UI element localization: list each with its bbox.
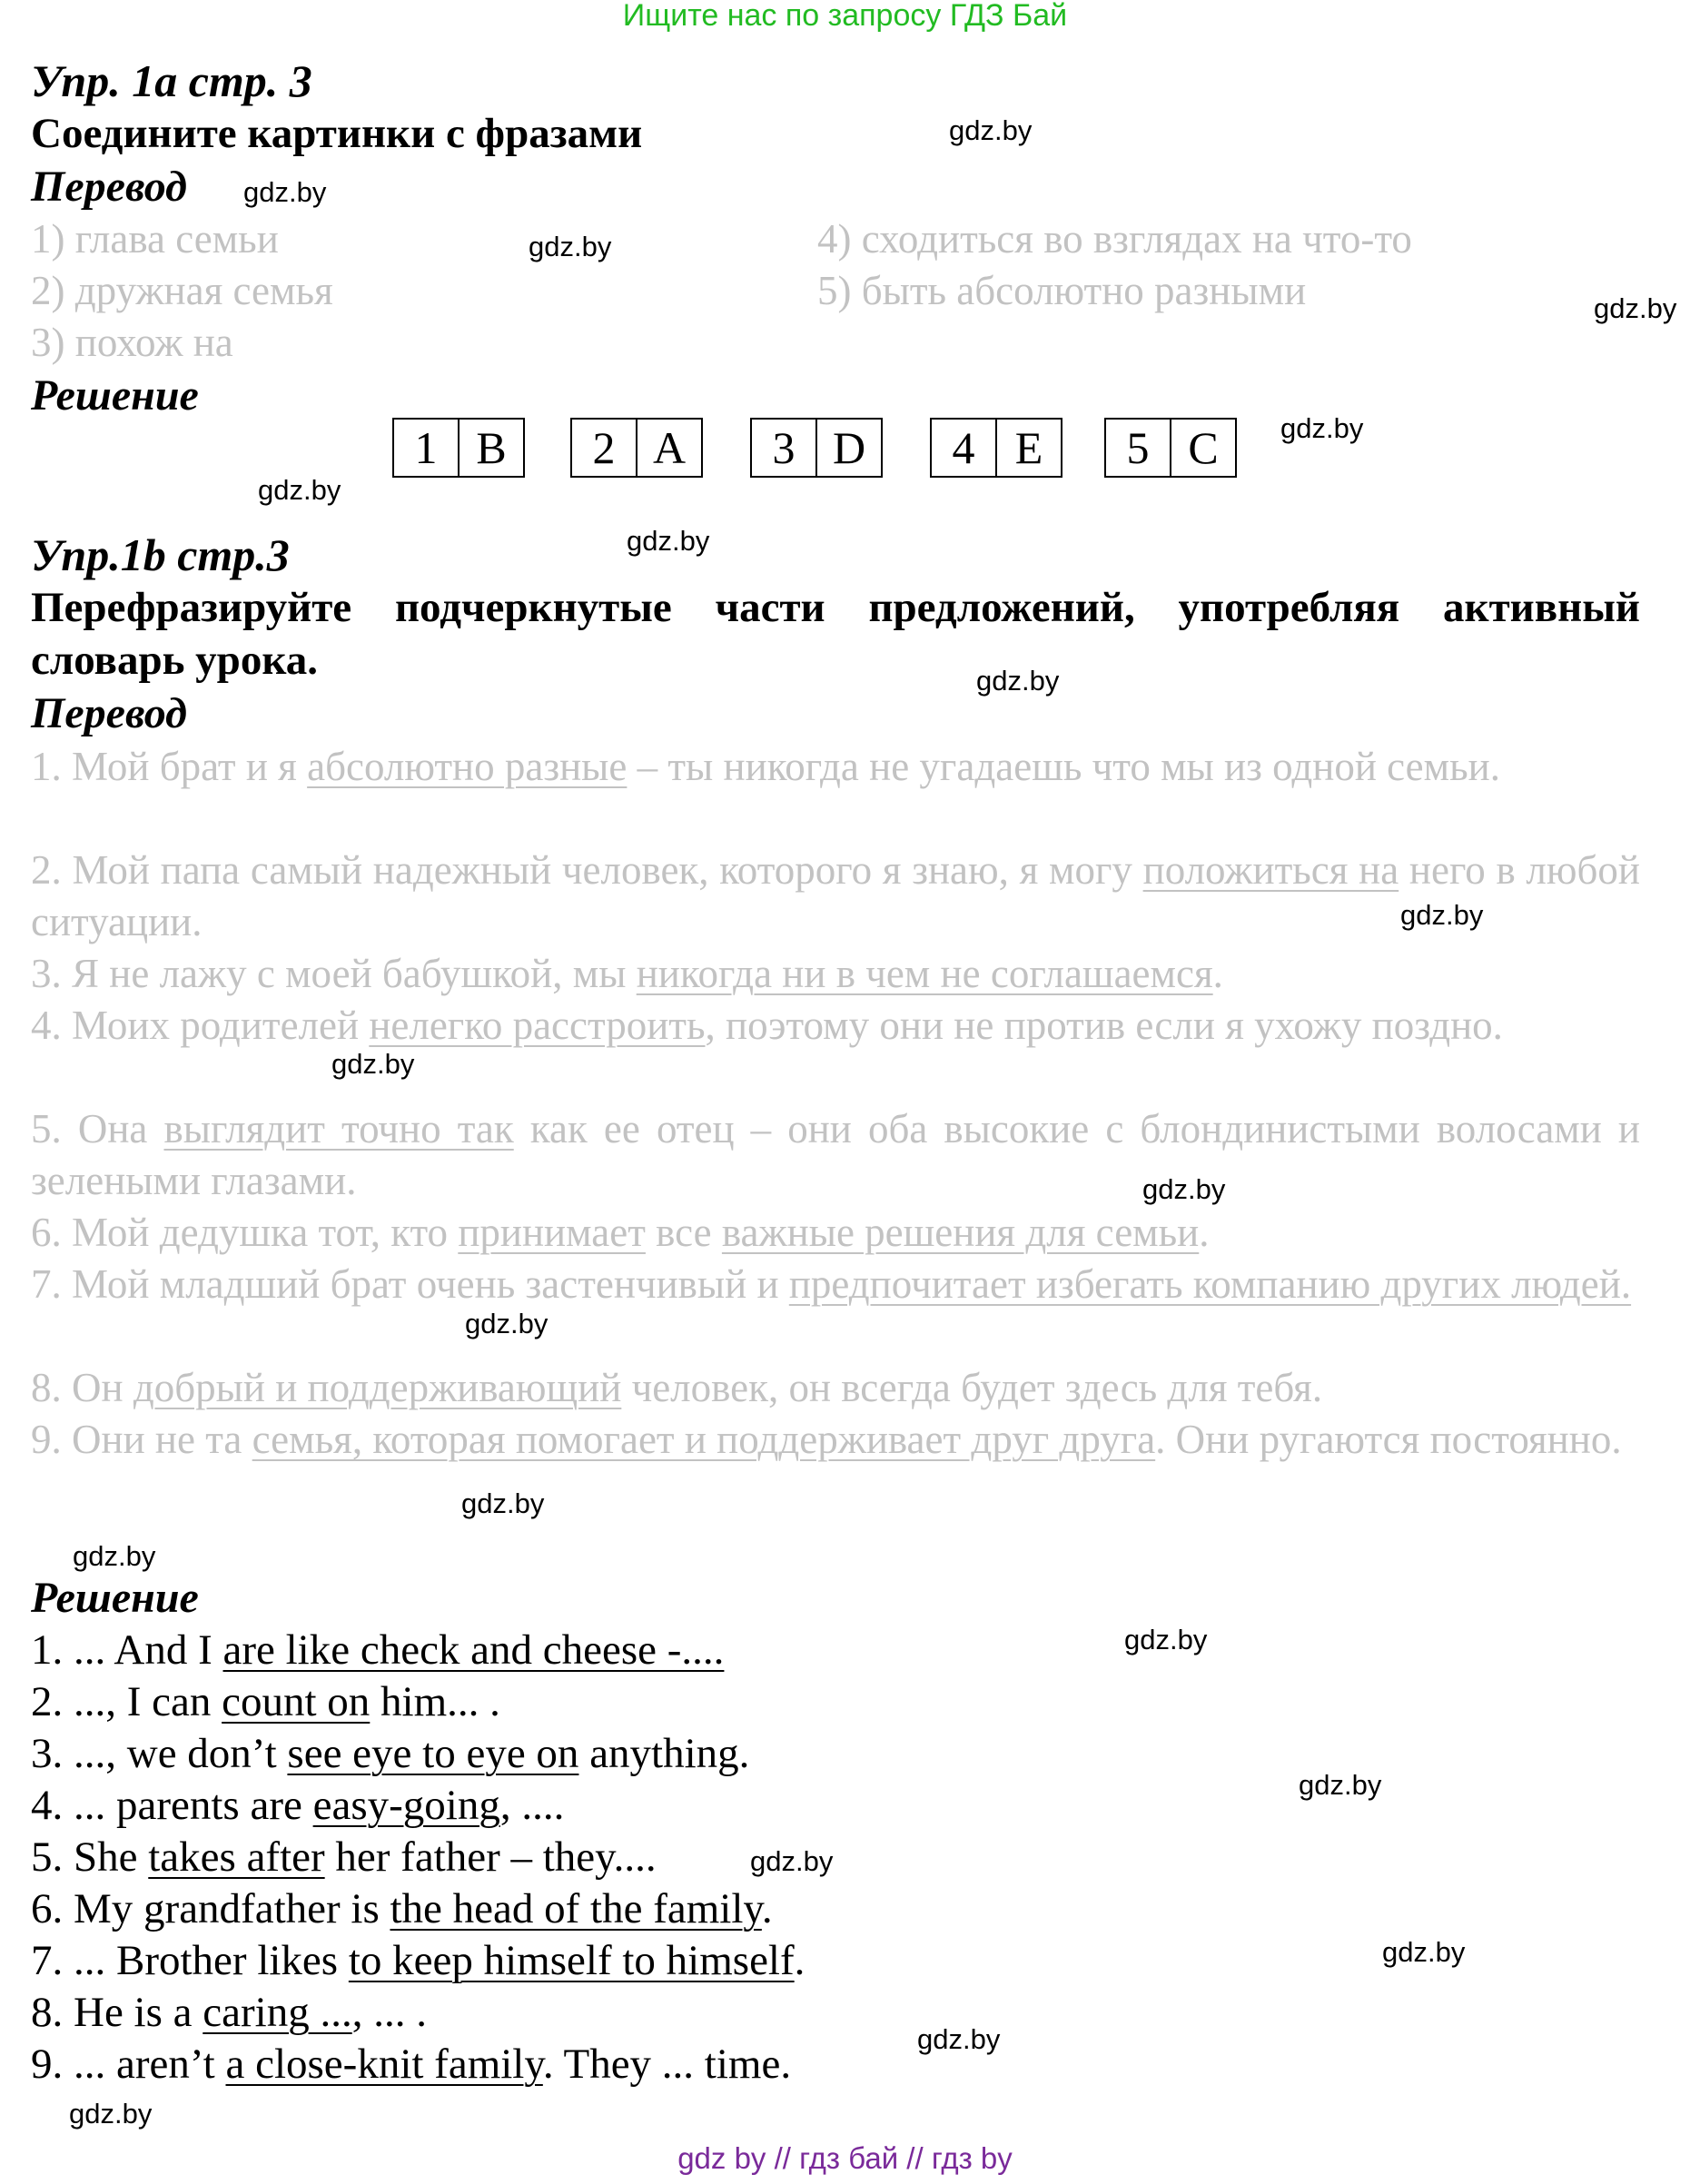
answer-letter: A	[652, 422, 687, 473]
watermark: gdz.by	[258, 474, 341, 506]
exercise-1a-solution-heading: Решение	[31, 371, 199, 420]
answer-number: 1	[394, 420, 460, 476]
solution-line: 1. ... And I are like check and cheese -....	[31, 1626, 725, 1674]
translation-sentence: 4. Моих родителей нелегко расстроить, поэтому они не против если я ухожу поздно.	[31, 1003, 1503, 1048]
answer-number: 5	[1106, 420, 1171, 476]
watermark: gdz.by	[1400, 899, 1484, 931]
exercise-1a-translation-heading: Перевод	[31, 163, 187, 211]
answer-number: 3	[752, 420, 817, 476]
phrase-item: 2) дружная семья	[31, 268, 333, 313]
exercise-1b-title: Упр.1b стр.3	[31, 529, 290, 580]
solution-line: 5. She takes after her father – they....	[31, 1833, 657, 1881]
solution-line: 6. My grandfather is the head of the family.	[31, 1885, 773, 1932]
watermark: gdz.by	[1299, 1769, 1382, 1801]
watermark: gdz.by	[331, 1048, 415, 1080]
answer-box	[392, 418, 525, 478]
answer-number: 2	[572, 420, 637, 476]
solution-line: 3. ..., we don’t see eye to eye on anything.	[31, 1730, 750, 1777]
exercise-1a-task: Соедините картинки с фразами	[31, 110, 643, 157]
solution-line: 9. ... aren’t a close-knit family. They ... time.	[31, 2041, 792, 2088]
exercise-1b-task-line2: словарь урока.	[31, 637, 318, 684]
watermark: gdz.by	[1280, 412, 1364, 444]
watermark: gdz.by	[917, 2023, 1001, 2055]
watermark: gdz.by	[1124, 1624, 1208, 1655]
watermark: gdz.by	[627, 525, 710, 557]
answer-box	[1104, 418, 1237, 478]
phrase-item: 4) сходиться во взглядах на что-то	[817, 216, 1412, 262]
watermark: gdz.by	[529, 231, 612, 262]
watermark: gdz.by	[73, 1540, 156, 1572]
exercise-1b-translation-heading: Перевод	[31, 689, 187, 737]
translation-sentence: 6. Мой дедушка тот, кто принимает все важные решения для семьи.	[31, 1210, 1210, 1255]
answer-letter: E	[1014, 422, 1043, 473]
watermark: gdz.by	[461, 1487, 545, 1519]
answer-letter: B	[476, 422, 507, 473]
phrase-item: 1) глава семьи	[31, 216, 279, 262]
watermark: gdz.by	[1594, 292, 1677, 324]
translation-sentence: 2. Мой папа самый надежный человек, которого я знаю, я могу положиться на него в любой ситуации.	[31, 847, 1640, 944]
watermark: gdz.by	[1382, 1936, 1466, 1968]
answer-box	[930, 418, 1062, 478]
exercise-1a-title: Упр. 1a стр. 3	[31, 55, 312, 106]
phrase-item: 3) похож на	[31, 320, 233, 365]
phrase-item: 5) быть абсолютно разными	[817, 268, 1307, 313]
footer-links[interactable]: gdz by // гдз бай // гдз by	[677, 2141, 1013, 2175]
exercise-1b-solution-heading: Решение	[31, 1574, 199, 1622]
answer-box	[750, 418, 883, 478]
translation-sentence: 3. Я не лажу с моей бабушкой, мы никогда ни в чем не соглашаемся.	[31, 951, 1223, 996]
watermark: gdz.by	[750, 1845, 834, 1877]
answer-letter: C	[1188, 422, 1219, 473]
translation-sentence: 5. Она выглядит точно так как ее отец – они оба высокие с блондинистыми волосами и зелеными глазами.	[31, 1106, 1641, 1203]
solution-line: 8. He is a caring ..., ... .	[31, 1989, 427, 2036]
solution-line: 7. ... Brother likes to keep himself to himself.	[31, 1937, 805, 1984]
answer-box	[570, 418, 703, 478]
watermark: gdz.by	[1142, 1173, 1226, 1205]
answer-letter: D	[832, 422, 866, 473]
solution-line: 4. ... parents are easy-going, ....	[31, 1782, 565, 1829]
watermark: gdz.by	[243, 176, 327, 208]
translation-sentence: 1. Мой брат и я абсолютно разные – ты никогда не угадаешь что мы из одной семьи.	[31, 744, 1500, 789]
top-banner[interactable]: Ищите нас по запросу ГДЗ Бай	[622, 0, 1068, 33]
watermark: gdz.by	[465, 1308, 549, 1339]
translation-sentence: 9. Они не та семья, которая помогает и поддерживает друг друга. Они ругаются постоянно.	[31, 1417, 1622, 1462]
answer-number: 4	[932, 420, 997, 476]
watermark: gdz.by	[69, 2098, 153, 2130]
exercise-1b-task-line1: Перефразируйте подчеркнутые части предложений, употребляя активный	[31, 584, 1640, 631]
watermark: gdz.by	[949, 114, 1033, 146]
watermark: gdz.by	[976, 665, 1060, 697]
translation-sentence: 7. Мой младший брат очень застенчивый и предпочитает избегать компанию других людей.	[31, 1261, 1632, 1307]
translation-sentence: 8. Он добрый и поддерживающий человек, он всегда будет здесь для тебя.	[31, 1365, 1323, 1410]
solution-line: 2. ..., I can count on him... .	[31, 1678, 500, 1725]
